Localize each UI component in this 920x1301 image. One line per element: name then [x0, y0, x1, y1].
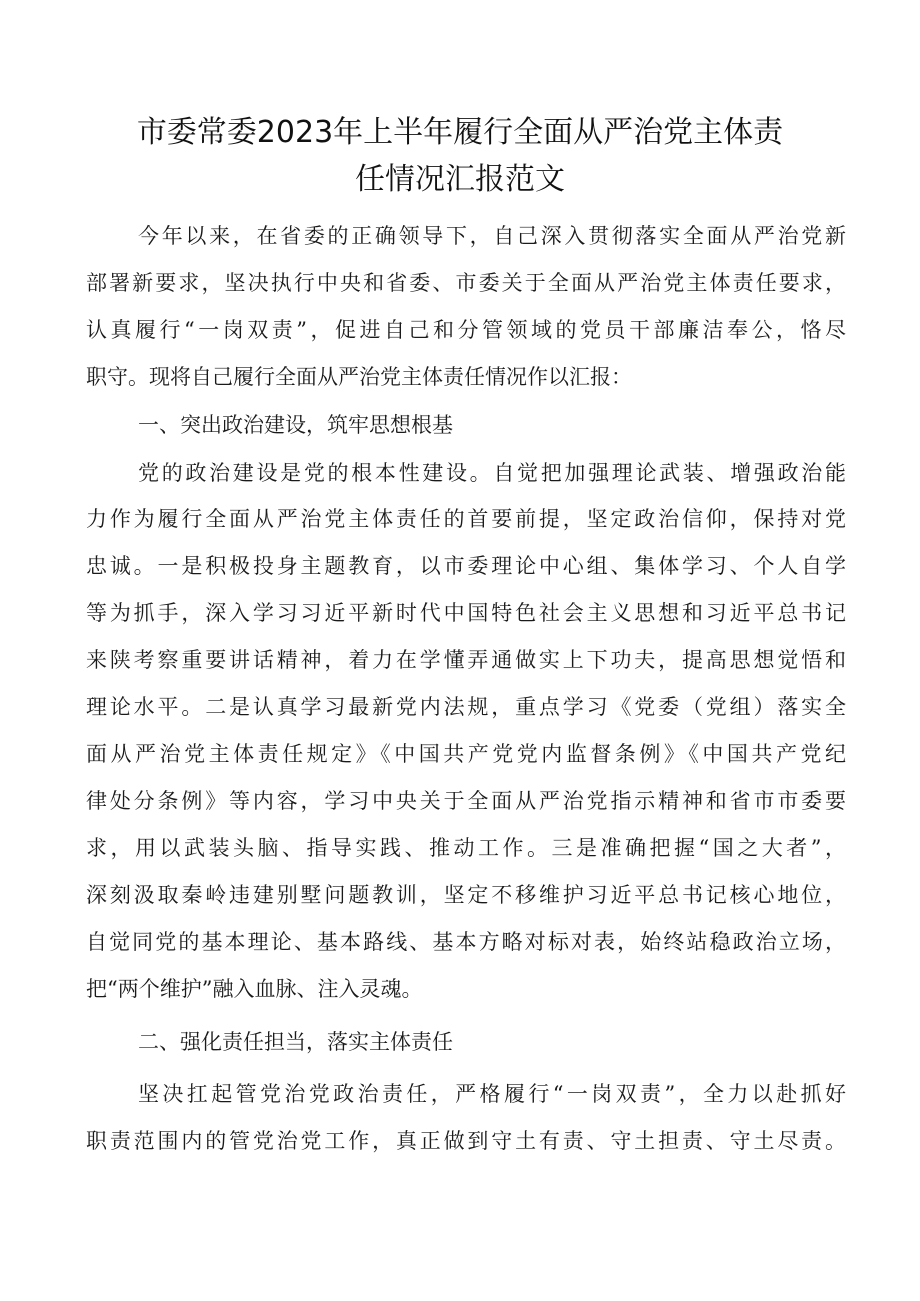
section-1-paragraph-line: 面从严治党主体责任规定》《中国共产党党内监督条例》《中国共产党纪	[86, 742, 846, 766]
intro-paragraph-line: 部署新要求，坚决执行中央和省委、市委关于全面从严治党主体责任要求，	[86, 271, 846, 295]
intro-paragraph-line: 认真履行“一岗双责”，促进自己和分管领域的党员干部廉洁奉公，恪尽	[86, 318, 846, 342]
section-1-paragraph-line: 力作为履行全面从严治党主体责任的首要前提，坚定政治信仰，保持对党	[86, 507, 846, 531]
section-1-paragraph-line: 自觉同党的基本理论、基本路线、基本方略对标对表，始终站稳政治立场，	[86, 930, 846, 954]
document-title-line-2: 任情况汇报范文	[355, 162, 565, 197]
section-2-paragraph-line: 坚决扛起管党治党政治责任，严格履行“一岗双责”，全力以赴抓好	[138, 1082, 846, 1106]
section-1-paragraph-line: 把“两个维护”融入血脉、注入灵魂。	[86, 977, 423, 1001]
section-1-paragraph-line: 等为抓手，深入学习习近平新时代中国特色社会主义思想和习近平总书记	[86, 601, 846, 625]
section-1-paragraph-line: 深刻汲取秦岭违建别墅问题教训，坚定不移维护习近平总书记核心地位，	[86, 883, 846, 907]
section-1-paragraph-line: 求，用以武装头脑、指导实践、推动工作。三是准确把握“国之大者”，	[86, 836, 846, 860]
section-2-paragraph-line: 职责范围内的管党治党工作，真正做到守土有责、守土担责、守土尽责。	[86, 1129, 846, 1153]
document-title-line-1: 市委常委2023年上半年履行全面从严治党主体责	[136, 115, 784, 150]
section-1-heading: 一、突出政治建设，筑牢思想根基	[138, 413, 453, 437]
section-2-heading: 二、强化责任担当，落实主体责任	[138, 1030, 453, 1054]
intro-paragraph-line: 今年以来，在省委的正确领导下，自己深入贯彻落实全面从严治党新	[138, 224, 846, 248]
intro-paragraph-line: 职守。现将自己履行全面从严治党主体责任情况作以汇报：	[86, 365, 632, 389]
section-1-paragraph-line: 理论水平。二是认真学习最新党内法规，重点学习《党委（党组）落实全	[86, 695, 846, 719]
section-1-paragraph-line: 忠诚。一是积极投身主题教育，以市委理论中心组、集体学习、个人自学	[86, 554, 846, 578]
section-1-paragraph-line: 来陕考察重要讲话精神，着力在学懂弄通做实上下功夫，提高思想觉悟和	[86, 648, 846, 672]
section-1-paragraph-line: 律处分条例》等内容，学习中央关于全面从严治党指示精神和省市市委要	[86, 789, 846, 813]
section-1-paragraph-line: 党的政治建设是党的根本性建设。自觉把加强理论武装、增强政治能	[138, 461, 846, 485]
